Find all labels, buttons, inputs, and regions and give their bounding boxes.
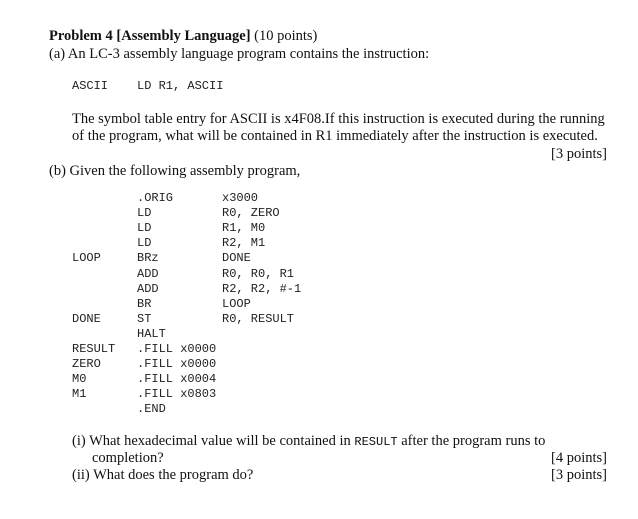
question-ii-text: What does the program do? <box>93 467 254 483</box>
code-row-op: LD <box>137 221 152 235</box>
code-row-operands: LOOP <box>222 297 251 311</box>
code-row-op: HALT <box>137 327 166 341</box>
problem-header <box>49 28 317 45</box>
problem-title: Problem 4 [Assembly Language] <box>49 28 251 44</box>
question-i-line-1 <box>72 433 545 451</box>
code-row-op: ADD <box>137 267 159 281</box>
code-row-op: .FILL x0000 <box>137 342 217 356</box>
code-row-op: .END <box>137 402 166 416</box>
question-ii-label: (ii) <box>72 467 90 483</box>
code-row-operands: R2, M1 <box>222 236 266 250</box>
code-row-op: .FILL x0803 <box>137 387 217 401</box>
part-a-intro <box>49 46 429 63</box>
code-row-label: DONE <box>72 312 101 326</box>
code-row-op: LD <box>137 236 152 250</box>
question-i-text-b: after the program runs to <box>401 433 546 449</box>
part-a-code-instruction: LD R1, ASCII <box>137 79 224 93</box>
code-row-operands: DONE <box>222 251 251 265</box>
code-row-op: .FILL x0000 <box>137 357 217 371</box>
code-row-op: .FILL x0004 <box>137 372 217 386</box>
part-b-intro <box>49 163 300 180</box>
code-row-label: ZERO <box>72 357 101 371</box>
code-row-label: M0 <box>72 372 87 386</box>
part-a-label: (a) <box>49 46 66 62</box>
question-i-text-a: What hexadecimal value will be contained in <box>89 433 351 449</box>
code-row-operands: R0, R0, R1 <box>222 267 295 281</box>
code-row-label: M1 <box>72 387 87 401</box>
question-i-points: [4 points] <box>551 450 607 466</box>
question-ii-points: [3 points] <box>551 467 607 483</box>
code-row-operands: x3000 <box>222 191 259 205</box>
code-row-op: ADD <box>137 282 159 296</box>
question-i-code: RESULT <box>354 435 398 449</box>
code-row-op: BRz <box>137 251 159 265</box>
code-row-operands: R1, M0 <box>222 221 266 235</box>
code-row-op: .ORIG <box>137 191 174 205</box>
part-a-line-1: The symbol table entry for ASCII is x4F08.If this instruction is executed during the running <box>72 111 605 127</box>
code-row-operands: R0, RESULT <box>222 312 295 326</box>
code-row-label: LOOP <box>72 251 101 265</box>
question-ii-line <box>72 467 253 484</box>
question-i-line-2: completion? <box>92 450 164 466</box>
part-a-points: [3 points] <box>551 146 607 162</box>
code-row-operands: R2, R2, #-1 <box>222 282 302 296</box>
code-row-op: BR <box>137 297 152 311</box>
part-b-label: (b) <box>49 163 66 179</box>
part-a-intro-text: An LC-3 assembly language program contains the instruction: <box>67 46 430 62</box>
question-i-label: (i) <box>72 433 86 449</box>
code-row-operands: R0, ZERO <box>222 206 280 220</box>
problem-points: (10 points) <box>254 28 318 44</box>
code-row-label: RESULT <box>72 342 116 356</box>
code-row-op: ST <box>137 312 152 326</box>
code-row-op: LD <box>137 206 152 220</box>
part-a-code-label: ASCII <box>72 79 109 93</box>
part-a-line-2: of the program, what will be contained in R1 immediately after the instruction is executed. <box>72 128 598 144</box>
part-b-intro-text: Given the following assembly program, <box>69 163 301 179</box>
